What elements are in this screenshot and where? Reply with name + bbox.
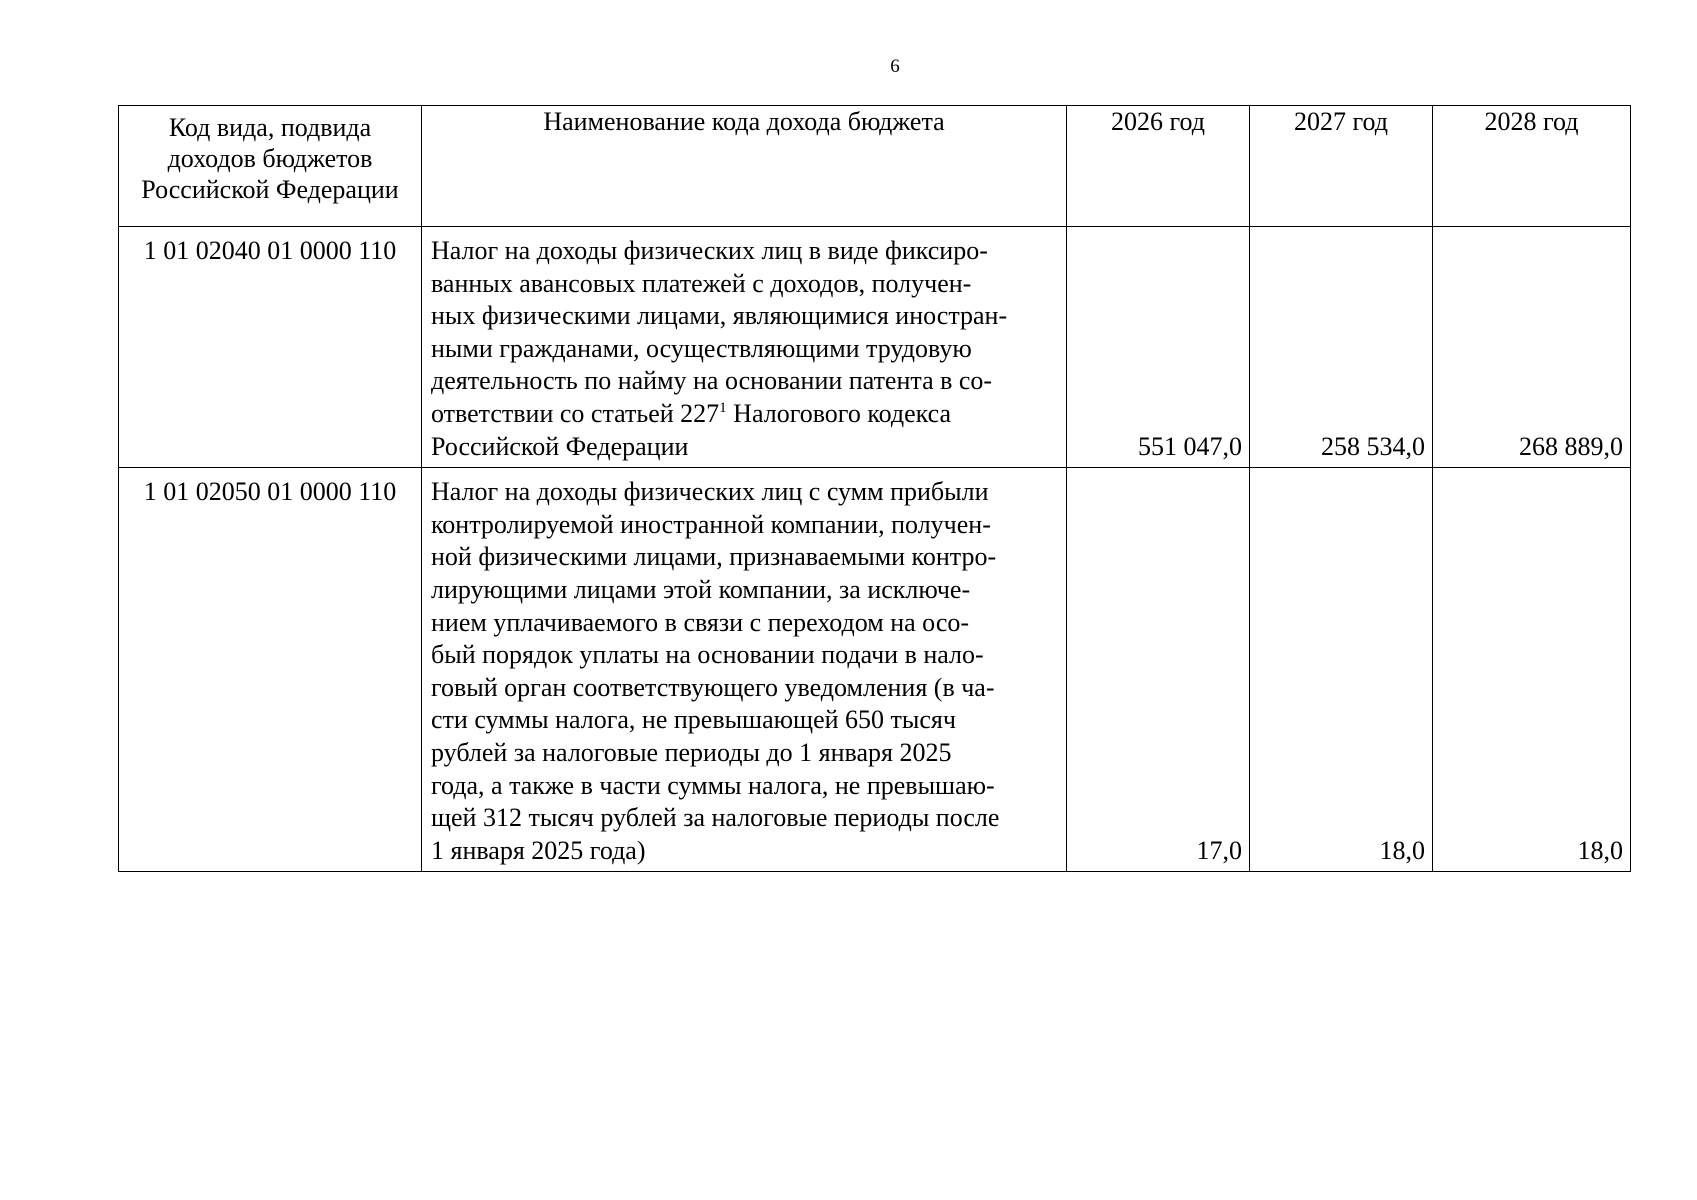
- row-name-line: контролируемой иностранной компании, получен-: [431, 509, 991, 539]
- table-header-row: [119, 106, 1631, 227]
- revenue-table: [118, 105, 1631, 872]
- row-name-line: бый порядок уплаты на основании подачи в нало-: [431, 640, 984, 670]
- row-name-line: ванных авансовых платежей с доходов, получен-: [431, 268, 972, 298]
- row-name-line: лирующими лицами этой компании, за исключе-: [431, 574, 971, 604]
- header-code-line: доходов бюджетов: [167, 144, 373, 173]
- row-name-fragment: Налогового кодекса: [733, 398, 952, 428]
- page-number: 6: [890, 56, 900, 77]
- row-name-line: Налог на доходы физических лиц с сумм прибыли: [431, 477, 989, 507]
- row-name-line: говый орган соответствующего уведомления (в ча-: [431, 672, 995, 702]
- row-name-line: ных физическими лицами, являющимися иностран-: [431, 301, 1008, 331]
- row-name-line: рублей за налоговые периоды до 1 января 2025: [431, 737, 952, 767]
- value-2027: 18,0: [1250, 468, 1433, 872]
- row-name-line: 1 января 2025 года): [431, 835, 646, 865]
- row-name-line: года, а также в части суммы налога, не превышаю-: [431, 770, 995, 800]
- row-name-fragment: ответствии со статьей 227: [431, 398, 720, 428]
- value-2028: 18,0: [1433, 468, 1631, 872]
- header-name: Наименование кода дохода бюджета: [422, 106, 1067, 227]
- footnote-superscript: 1: [719, 399, 727, 416]
- header-code-line: Код вида, подвида: [168, 113, 372, 142]
- row-name-line: деятельность по найму на основании патента в со-: [431, 366, 993, 396]
- row-name-line: ными гражданами, осуществляющими трудовую: [431, 333, 972, 363]
- row-name: [422, 468, 1067, 872]
- row-name-line: ной физическими лицами, признаваемыми контро-: [431, 542, 997, 572]
- value-2028: 268 889,0: [1433, 227, 1631, 468]
- row-name-line: щей 312 тысяч рублей за налоговые периоды после: [431, 803, 1000, 833]
- value-2026: 551 047,0: [1067, 227, 1250, 468]
- table-row: [119, 468, 1631, 872]
- table-row: [119, 227, 1631, 468]
- row-name-line: Российской Федерации: [431, 431, 689, 461]
- row-name-line: Налог на доходы физических лиц в виде фиксиро-: [431, 236, 988, 265]
- row-name-line: нием уплачиваемого в связи с переходом на осо-: [431, 607, 970, 637]
- row-code: 1 01 02040 01 0000 110: [119, 227, 422, 468]
- header-code: [119, 106, 422, 227]
- header-year-2026: 2026 год: [1067, 106, 1250, 227]
- header-code-line: Российской Федерации: [141, 175, 399, 204]
- row-name: [422, 227, 1067, 468]
- header-year-2028: 2028 год: [1433, 106, 1631, 227]
- value-2026: 17,0: [1067, 468, 1250, 872]
- row-name-line: сти суммы налога, не превышающей 650 тысяч: [431, 705, 956, 735]
- header-year-2027: 2027 год: [1250, 106, 1433, 227]
- value-2027: 258 534,0: [1250, 227, 1433, 468]
- row-name-line: [431, 398, 1060, 431]
- row-code: 1 01 02050 01 0000 110: [119, 468, 422, 872]
